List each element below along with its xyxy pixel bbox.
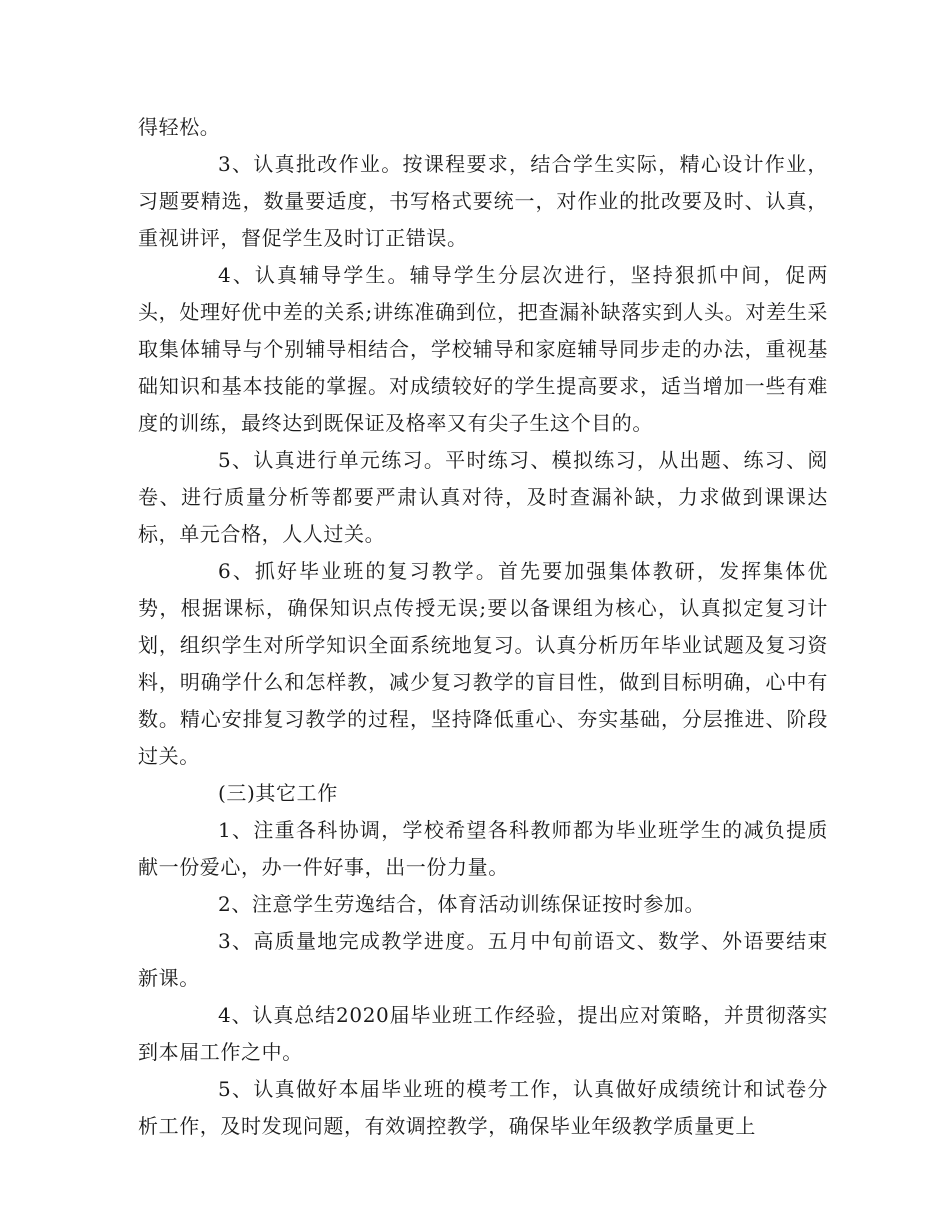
paragraph-other-3: 3、高质量地完成教学进度。五月中旬前语文、数学、外语要结束新课。 <box>138 929 828 990</box>
paragraph-other-5: 5、认真做好本届毕业班的模考工作，认真做好成绩统计和试卷分析工作，及时发现问题，有效调控教学，确保毕业年级教学质量更上 <box>138 1077 828 1138</box>
document-page <box>138 109 828 1145</box>
paragraph-other-1: 1、注重各科协调，学校希望各科教师都为毕业班学生的减负提质献一份爱心，办一件好事，出一份力量。 <box>138 818 828 879</box>
paragraph-continuation: 得轻松。 <box>138 115 221 139</box>
section-heading-other-work: (三)其它工作 <box>218 781 338 805</box>
paragraph-other-4: 4、认真总结2020届毕业班工作经验，提出应对策略，并贯彻落实到本届工作之中。 <box>138 1003 828 1064</box>
paragraph-item-5: 5、认真进行单元练习。平时练习、模拟练习，从出题、练习、阅卷、进行质量分析等都要严肃认真对待，及时查漏补缺，力求做到课课达标，单元合格，人人过关。 <box>138 448 828 546</box>
paragraph-other-2: 2、注意学生劳逸结合，体育活动训练保证按时参加。 <box>218 892 706 916</box>
paragraph-item-6: 6、抓好毕业班的复习教学。首先要加强集体教研，发挥集体优势，根据课标，确保知识点传授无误;要以备课组为核心，认真拟定复习计划，组织学生对所学知识全面系统地复习。认真分析历年毕业试题及复习资料，明确学什么和怎样教，减少复习教学的盲目性，做到目标明确，心中有数。精心安排复习教学的过程，坚持降低重心、夯实基础，分层推进、阶段过关。 <box>138 559 828 768</box>
paragraph-item-3: 3、认真批改作业。按课程要求，结合学生实际，精心设计作业，习题要精选，数量要适度，书写格式要统一，对作业的批改要及时、认真，重视讲评，督促学生及时订正错误。 <box>138 152 828 250</box>
paragraph-item-4: 4、认真辅导学生。辅导学生分层次进行，坚持狠抓中间，促两头，处理好优中差的关系;讲练准确到位，把查漏补缺落实到人头。对差生采取集体辅导与个别辅导相结合，学校辅导和家庭辅导同步走的办法，重视基础知识和基本技能的掌握。对成绩较好的学生提高要求，适当增加一些有难度的训练，最终达到既保证及格率又有尖子生这个目的。 <box>138 263 828 435</box>
